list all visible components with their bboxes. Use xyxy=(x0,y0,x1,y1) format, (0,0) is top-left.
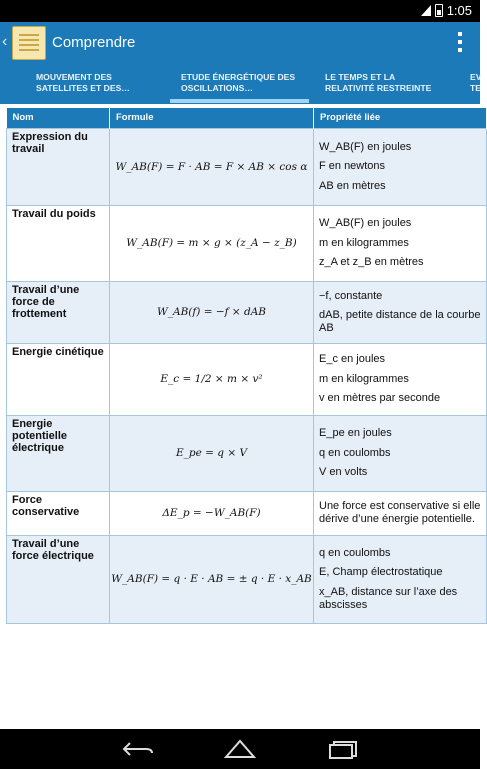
row-formula xyxy=(110,205,314,281)
status-time: 1:05 xyxy=(446,3,472,18)
header-propriete: Propriété liée xyxy=(314,108,487,128)
row-properties xyxy=(314,415,487,491)
header-nom: Nom xyxy=(7,108,110,128)
property-line: v en mètres par seconde xyxy=(319,392,441,405)
table-row xyxy=(7,491,487,535)
battery-icon xyxy=(435,4,443,17)
property-line: −f, constante xyxy=(319,289,383,302)
property-line: x_AB, distance sur l’axe des abscisses xyxy=(319,586,458,611)
row-formula xyxy=(110,491,314,535)
formula-text: E_c = 1/2 × m × v² xyxy=(160,373,263,385)
row-name: Force conservative xyxy=(7,491,110,535)
recent-apps-icon[interactable] xyxy=(328,741,358,759)
table-header-row xyxy=(7,108,487,128)
property-line: E_c en joules xyxy=(319,353,386,366)
table-row xyxy=(7,343,487,415)
row-name: Energie cinétique xyxy=(7,343,110,415)
property-line: W_AB(F) en joules xyxy=(319,217,412,230)
property-line: W_AB(F) en joules xyxy=(319,140,412,153)
content-blank-area xyxy=(0,624,480,728)
app-title: Comprendre xyxy=(52,34,136,51)
row-formula xyxy=(110,415,314,491)
home-icon[interactable] xyxy=(224,739,256,759)
row-formula xyxy=(110,281,314,343)
formula-text: ΔE_p = −W_AB(F) xyxy=(162,507,261,519)
property-line: dAB, petite distance de la courbe AB xyxy=(319,309,481,334)
row-name: Energie potentielle électrique xyxy=(7,415,110,491)
formula-text: W_AB(F) = m × g × (z_A − z_B) xyxy=(126,237,297,249)
status-icons xyxy=(421,3,472,18)
row-properties xyxy=(314,281,487,343)
row-name: Expression du travail xyxy=(7,128,110,205)
property-line: z_A et z_B en mètres xyxy=(319,256,424,269)
up-chevron-icon[interactable]: ‹ xyxy=(2,33,8,50)
row-name: Travail d’une force de frottement xyxy=(7,281,110,343)
row-properties xyxy=(314,535,487,623)
property-line: m en kilogrammes xyxy=(319,372,409,385)
tab-temps-relativite[interactable]: LE TEMPS ET LA RELATIVITÉ RESTREINTE xyxy=(325,72,432,93)
property-line: q en coulombs xyxy=(319,446,391,459)
property-line: AB en mètres xyxy=(319,179,386,192)
navigation-bar xyxy=(0,729,480,769)
row-properties xyxy=(314,343,487,415)
property-line: q en coulombs xyxy=(319,546,391,559)
active-tab-indicator xyxy=(170,99,309,103)
property-line: E, Champ électrostatique xyxy=(319,566,443,579)
back-icon[interactable] xyxy=(122,741,154,757)
property-line: F en newtons xyxy=(319,160,386,173)
tab-next-partial[interactable]: EV TE xyxy=(470,72,482,93)
row-properties xyxy=(314,205,487,281)
formula-text: E_pe = q × V xyxy=(175,447,248,459)
table-row xyxy=(7,415,487,491)
overflow-menu-icon[interactable] xyxy=(458,32,462,52)
signal-icon xyxy=(421,5,431,16)
table-row xyxy=(7,281,487,343)
formula-text: W_AB(F) = F · AB = F × AB × cos α xyxy=(115,160,308,173)
tabs-bar xyxy=(0,64,480,104)
row-formula xyxy=(110,535,314,623)
property-line: V en volts xyxy=(319,466,368,479)
status-bar xyxy=(0,0,480,22)
row-properties xyxy=(314,491,487,535)
formula-table xyxy=(6,108,480,624)
row-properties xyxy=(314,128,487,205)
tab-etude-energetique[interactable]: ETUDE ÉNERGÉTIQUE DES OSCILLATIONS… xyxy=(181,72,296,93)
row-formula xyxy=(110,343,314,415)
row-name: Travail du poids xyxy=(7,205,110,281)
property-line: m en kilogrammes xyxy=(319,236,409,249)
formula-text: W_AB(F) = q · E · AB = ± q · E · x_AB xyxy=(111,573,312,585)
app-notebook-icon[interactable] xyxy=(12,26,46,60)
header-formule: Formule xyxy=(110,108,314,128)
property-line: Une force est conservative si elle dérive d’une énergie potentielle. xyxy=(319,500,481,525)
row-name: Travail d’une force électrique xyxy=(7,535,110,623)
table-row xyxy=(7,205,487,281)
tab-mouvement-satellites[interactable]: MOUVEMENT DES SATELLITES ET DES… xyxy=(36,72,130,93)
formula-text: W_AB(f) = −f × dAB xyxy=(156,306,267,318)
table-row xyxy=(7,128,487,205)
action-bar xyxy=(0,22,480,64)
row-formula xyxy=(110,128,314,205)
table-row xyxy=(7,535,487,623)
property-line: E_pe en joules xyxy=(319,427,392,440)
